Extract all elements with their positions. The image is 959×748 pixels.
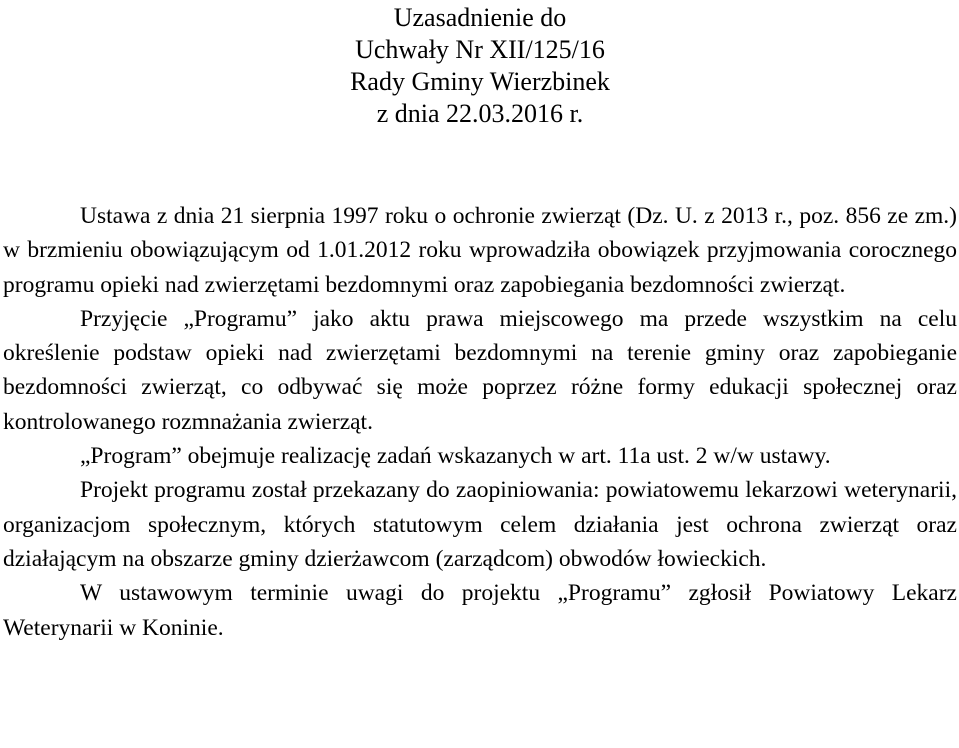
header-line-1: Uzasadnienie do bbox=[393, 3, 567, 32]
paragraph-2: Przyjęcie „Programu” jako aktu prawa miejscowego ma przede wszystkim na celu określenie podstaw opieki nad zwierzętami bezdomnymi na terenie gminy oraz zapobieganie bezdomności zwierząt, co odbywać się może poprzez różne formy edukacji społecznej oraz kontrolowanego rozmnażania zwierząt. bbox=[3, 305, 957, 435]
paragraph-1: Ustawa z dnia 21 sierpnia 1997 roku o ochronie zwierząt (Dz. U. z 2013 r., poz. 856 ze zm.) w brzmieniu obowiązującym od 1.01.2012 roku wprowadziła obowiązek przyjmowania corocznego programu opieki nad zwierzętami bezdomnymi oraz zapobiegania bezdomności zwierząt. bbox=[3, 203, 957, 298]
paragraph-4: Projekt programu został przekazany do zaopiniowania: powiatowemu lekarzowi weterynarii, organizacjom społecznym, których statutowym celem działania jest ochrona zwierząt oraz działającym na obszarze gminy dzierżawcom (zarządcom) obwodów łowieckich. bbox=[3, 477, 957, 572]
paragraph-3: „Program” obejmuje realizację zadań wskazanych w art. 11a ust. 2 w/w ustawy. bbox=[80, 443, 831, 470]
header-line-3: Rady Gminy Wierzbinek bbox=[350, 67, 610, 96]
header-line-2: Uchwały Nr XII/125/16 bbox=[355, 35, 605, 64]
document-header bbox=[3, 2, 957, 130]
header-line-4: z dnia 22.03.2016 r. bbox=[376, 99, 584, 128]
paragraph-5: W ustawowym terminie uwagi do projektu „Programu” zgłosił Powiatowy Lekarz Weterynarii w Koninie. bbox=[3, 580, 957, 641]
document-body bbox=[3, 199, 957, 645]
